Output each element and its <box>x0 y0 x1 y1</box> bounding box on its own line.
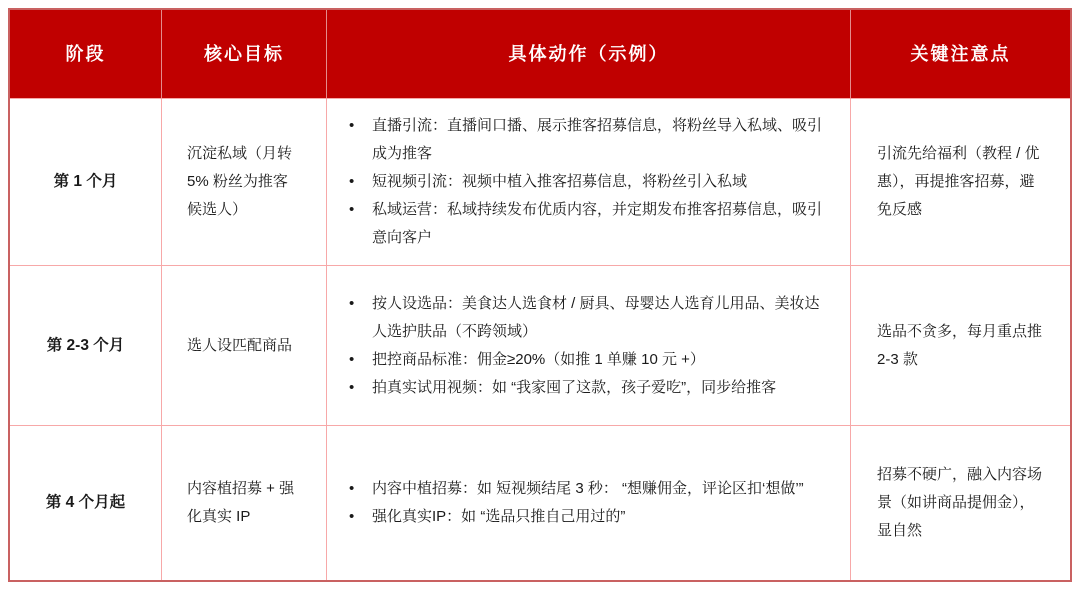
action-item: • 强化真实IP：如 “选品只推自己用过的” <box>347 503 804 531</box>
action-item: • 按人设选品：美食达人选食材 / 厨具、母婴达人选育儿用品、美妆达人选护肤品（不跨领域） <box>347 290 822 346</box>
table-row-1-goal: 沉淀私域（月转 5% 粉丝为推客候选人） <box>162 99 327 266</box>
table-row-1-notes: 引流先给福利（教程 / 优惠），再提推客招募，避免反感 <box>851 99 1070 266</box>
header-cell-goal: 核心目标 <box>162 10 327 99</box>
header-cell-actions: 具体动作（示例） <box>327 10 851 99</box>
table-row-1-stage: 第 1 个月 <box>10 99 162 266</box>
table-row-3-goal: 内容植招募 + 强化真实 IP <box>162 426 327 580</box>
action-item: • 内容中植招募：如 短视频结尾 3 秒： “想赚佣金，评论区扣‘想做’” <box>347 475 804 503</box>
table-row-3-actions <box>327 426 851 580</box>
action-item: • 把控商品标准：佣金≥20%（如推 1 单赚 10 元 +） <box>347 346 822 374</box>
header-cell-notes: 关键注意点 <box>851 10 1070 99</box>
table-row-2-notes: 选品不贪多，每月重点推 2-3 款 <box>851 266 1070 426</box>
action-item: • 拍真实试用视频：如 “我家囤了这款，孩子爱吃”，同步给推客 <box>347 374 822 402</box>
actions-list <box>347 290 822 402</box>
table-row-2-goal: 选人设匹配商品 <box>162 266 327 426</box>
header-cell-stage: 阶段 <box>10 10 162 99</box>
action-item: • 直播引流：直播间口播、展示推客招募信息，将粉丝导入私域、吸引成为推客 <box>347 112 822 168</box>
actions-list <box>347 475 804 531</box>
table-row-3-stage: 第 4 个月起 <box>10 426 162 580</box>
table-row-2-stage: 第 2-3 个月 <box>10 266 162 426</box>
table-row-3-notes: 招募不硬广，融入内容场景（如讲商品提佣金），显自然 <box>877 466 1043 539</box>
actions-list <box>347 112 822 252</box>
table-row-1-actions <box>327 99 851 266</box>
table-row-2-actions <box>327 266 851 426</box>
action-item: • 短视频引流：视频中植入推客招募信息，将粉丝引入私域 <box>347 168 822 196</box>
phase-strategy-table <box>8 8 1072 582</box>
action-item: • 私域运营：私域持续发布优质内容，并定期发布推客招募信息，吸引意向客户 <box>347 196 822 252</box>
